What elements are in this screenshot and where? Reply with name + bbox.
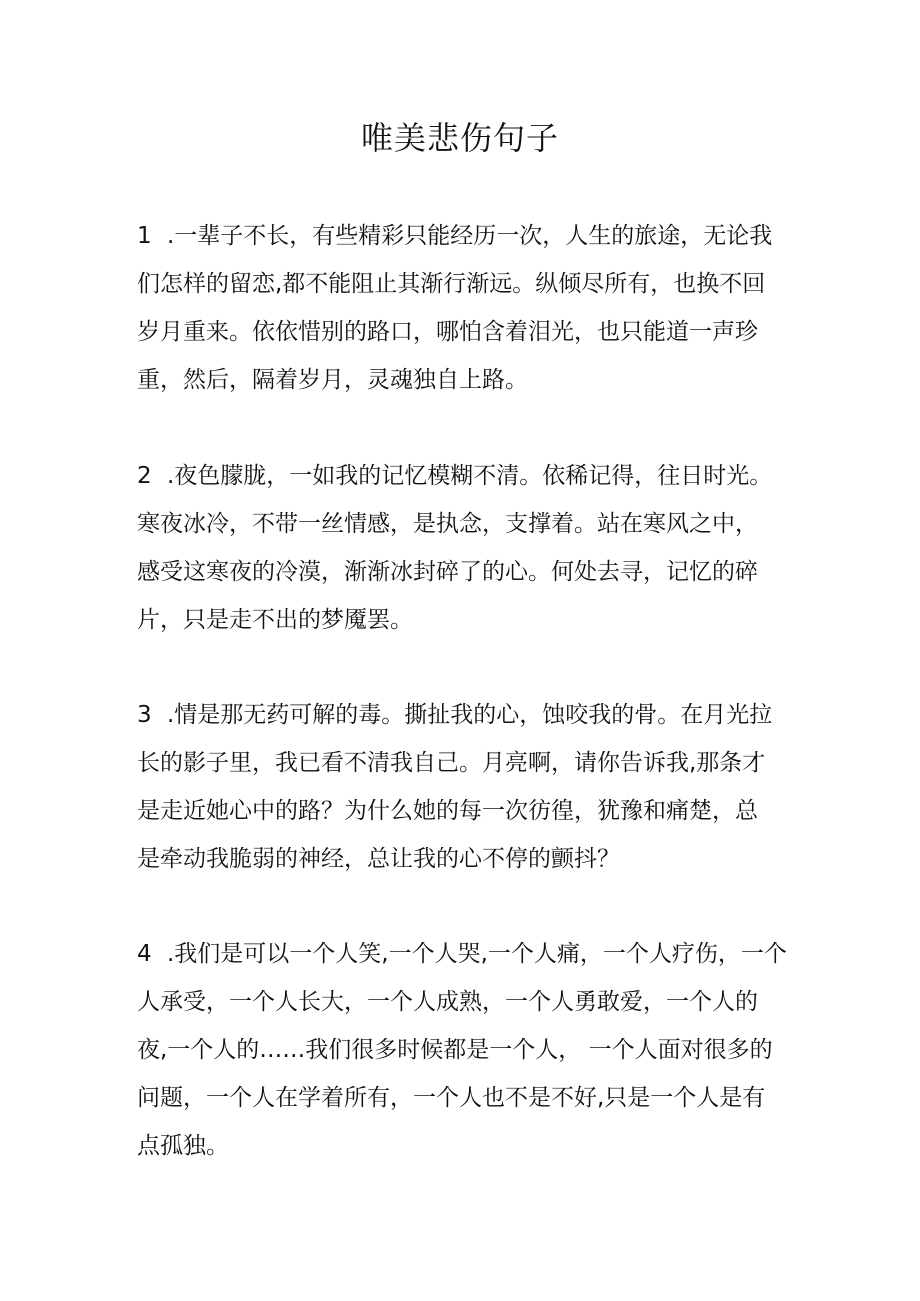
paragraph-line [137, 691, 789, 739]
paragraph-3 [137, 691, 789, 883]
paragraph-line: 点孤独。 [137, 1133, 229, 1159]
paragraph-line [137, 930, 789, 978]
paragraph-line: 片，只是走不出的梦魇罢。 [137, 607, 413, 633]
paragraph-line: 是走近她心中的路？为什么她的每一次彷徨，犹豫和痛楚，总 [137, 798, 758, 824]
line-text: .情是那无药可解的毒。撕扯我的心，蚀咬我的骨。在月光拉 [167, 702, 773, 728]
paragraph-1 [137, 212, 789, 404]
paragraph-number: 2 [137, 463, 152, 489]
line-text: .我们是可以一个人笑,一个人哭,一个人痛，一个人疗伤，一个 [167, 941, 787, 967]
paragraph-line: 岁月重来。依依惜别的路口，哪怕含着泪光，也只能道一声珍 [137, 319, 758, 345]
paragraph-line: 长的影子里，我已看不清我自己。月亮啊，请你告诉我,那条才 [137, 750, 766, 776]
paragraph-line: 重，然后，隔着岁月，灵魂独自上路。 [137, 367, 528, 393]
paragraph-line: 们怎样的留恋,都不能阻止其渐行渐远。纵倾尽所有，也换不回 [137, 271, 766, 297]
paragraph-4 [137, 930, 789, 1170]
paragraph-line: 人承受，一个人长大，一个人成熟，一个人勇敢爱，一个人的 [137, 989, 758, 1015]
paragraph-number: 1 [137, 223, 152, 249]
paragraph-line: 寒夜冰冷，不带一丝情感，是执念，支撑着。站在寒风之中， [137, 511, 758, 537]
paragraph-line: 问题，一个人在学着所有，一个人也不是不好,只是一个人是有 [137, 1085, 766, 1111]
paragraph-number: 4 [137, 941, 152, 967]
paragraph-number: 3 [137, 702, 152, 728]
paragraph-line [137, 212, 789, 260]
paragraph-line: 是牵动我脆弱的神经，总让我的心不停的颤抖？ [137, 846, 620, 872]
paragraph-line [137, 452, 789, 500]
page-title: 唯美悲伤句子 [360, 119, 559, 157]
line-text: .夜色朦胧，一如我的记忆模糊不清。依稀记得，往日时光。 [167, 463, 773, 489]
paragraph-2 [137, 452, 789, 644]
paragraph-line: 夜,一个人的……我们很多时候都是一个人， 一个人面对很多的 [137, 1037, 773, 1063]
line-text: .一辈子不长，有些精彩只能经历一次，人生的旅途，无论我 [167, 223, 773, 249]
paragraph-line: 感受这寒夜的冷漠，渐渐冰封碎了的心。何处去寻，记忆的碎 [137, 559, 758, 585]
